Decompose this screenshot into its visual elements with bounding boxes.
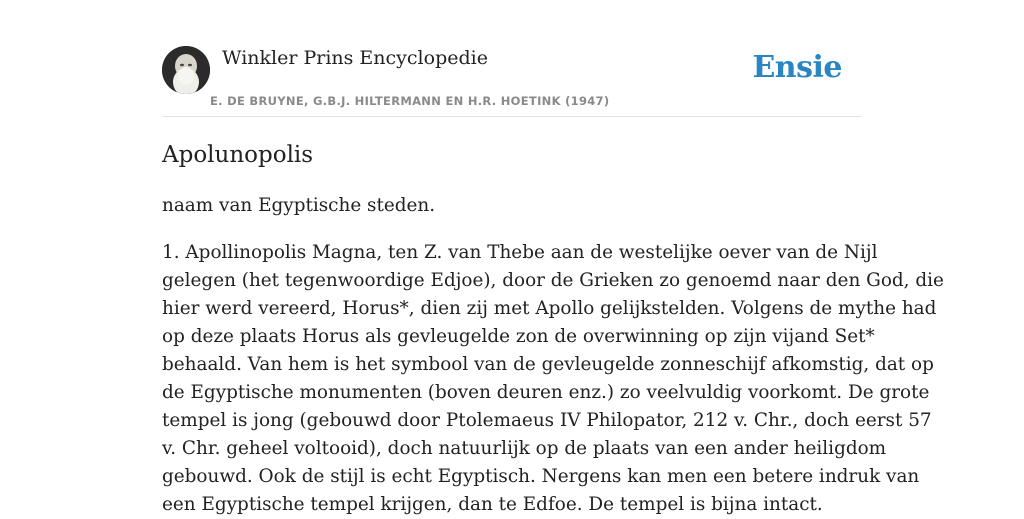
portrait-icon [162, 46, 210, 94]
publication-authors: E. DE BRUYNE, G.B.J. HILTERMANN EN H.R. HOETINK (1947) [210, 94, 610, 108]
paragraph-line: v. Chr. geheel voltooid), doch natuurlijk op de plaats van een ander heiligdom [162, 438, 887, 459]
article-title: Apolunopolis [162, 142, 314, 168]
article-paragraph [162, 239, 944, 519]
author-portrait-avatar[interactable] [162, 46, 210, 94]
page [162, 0, 944, 515]
publication-header [162, 0, 862, 117]
paragraph-line: een Egyptische tempel krijgen, dan te Edfoe. De tempel is bijna intact. [162, 494, 823, 515]
article-intro: naam van Egyptische steden. [162, 195, 436, 216]
ensie-logo-link[interactable]: Ensie [752, 50, 842, 85]
paragraph-line: gelegen (het tegenwoordige Edjoe), door de Grieken zo genoemd naar den God, die [162, 270, 944, 291]
paragraph-line: 1. Apollinopolis Magna, ten Z. van Thebe aan de westelijke oever van de Nijl [162, 242, 878, 263]
paragraph-line: de Egyptische monumenten (boven deuren enz.) zo veelvuldig voorkomt. De grote [162, 382, 930, 403]
paragraph-line: behaald. Van hem is het symbool van de gevleugelde zonneschijf afkomstig, dat op [162, 354, 934, 375]
paragraph-line: gebouwd. Ook de stijl is echt Egyptisch. Nergens kan men een betere indruk van [162, 466, 920, 487]
paragraph-line: op deze plaats Horus als gevleugelde zon de overwinning op zijn vijand Set* [162, 326, 875, 347]
publication-title[interactable]: Winkler Prins Encyclopedie [222, 47, 488, 69]
paragraph-line: tempel is jong (gebouwd door Ptolemaeus IV Philopator, 212 v. Chr., doch eerst 57 [162, 410, 932, 431]
paragraph-line: hier werd vereerd, Horus*, dien zij met Apollo gelijkstelden. Volgens de mythe had [162, 298, 937, 319]
